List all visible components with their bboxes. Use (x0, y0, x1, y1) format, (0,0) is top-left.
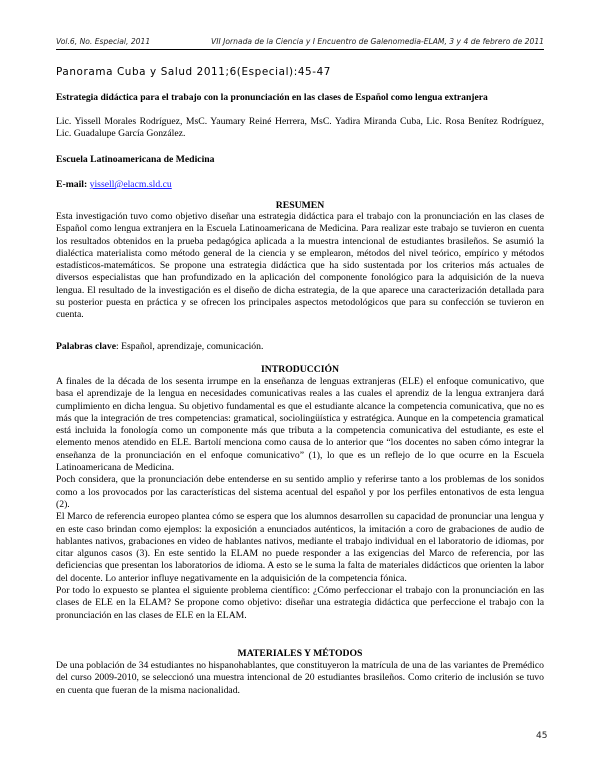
email-label: E-mail: (56, 179, 88, 190)
institution: Escuela Latinoamericana de Medicina (56, 154, 215, 165)
resumen-text: Esta investigación tuvo como objetivo diseñar una estrategia didáctica para el trabajo con la pronunciación en las clases de Español como lengua extranjera en la Escuela Latinoamericana de Medicina. Para realizar este trabajo se tuvieron en cuenta los resultados obtenidos en la prueba pedagógica aplicada a la muestra intencional de estudiantes brasileños. Se asumió la dialéctica materialista como método general de la ciencia y se emplearon, métodos del nivel teórico, empírico y métodos estadísticos-matemáticos. Se propone una estrategia didáctica que ha sido sustentada por los criterios más actuales de diversos especialistas que han profundizado en la aplicación del componente fonológico para la adquisición de la nueva lengua. El resultado de la investigación es el diseño de dicha estrategia, de la que aparece una caracterización detallada para su posterior puesta en práctica y se ofrecen los principales aspectos metodológicos que para su confección se tuvieron en cuenta. (56, 211, 544, 321)
keywords-line (56, 341, 544, 353)
article-title: Estrategia didáctica para el trabajo con la pronunciación en las clases de Español como lengua extranjera (56, 92, 488, 103)
introduccion-body (56, 376, 544, 622)
intro-paragraph: El Marco de referencia europeo plantea cómo se espera que los alumnos desarrollen su capacidad de pronunciar una lengua y en este caso brindan como ejemplos: la exposición a enunciados auténticos, la imitación a coro de grabaciones de audio de hablantes nativos, grabaciones en video de hablantes nativos, mediante el trabajo individual en el laboratorio de idiomas, por citar algunos casos (3). En este sentido la ELAM no puede responder a las exigencias del Marco de referencia, por las deficiencias que presentan los laboratorios de idioma. A esto se le suma la falta de materiales didácticos que orienten la labor del docente. Lo anterior influye negativamente en la adquisición de la competencia fónica. (56, 511, 544, 584)
introduccion-heading: INTRODUCCIÓN (260, 364, 340, 375)
header-volume: Vol.6, No. Especial, 2011 (56, 37, 151, 46)
header-rule (56, 49, 544, 50)
header-event: VII Jornada de la Ciencia y I Encuentro de Galenomedia-ELAM, 3 y 4 de febrero de 2011 (211, 37, 544, 46)
email-link[interactable]: yissell@elacm.sld.cu (89, 179, 172, 190)
resumen-heading: RESUMEN (275, 200, 325, 211)
page-number: 45 (536, 731, 548, 741)
journal-reference: Panorama Cuba y Salud 2011;6(Especial):45-47 (56, 66, 332, 78)
running-header (56, 37, 544, 46)
email-line (56, 179, 544, 191)
metodos-text: De una población de 34 estudiantes no hispanohablantes, que constituyeron la matrícula de una de las variantes de Premédico del curso 2009-2010, se seleccionó una muestra intencional de 20 estudiantes brasileños. Como criterio de inclusión se tuvo en cuenta que fueran de la misma nacionalidad. (56, 660, 544, 696)
keywords-label: Palabras clave (56, 341, 116, 352)
author-list: Lic. Yissell Morales Rodríguez, MsC. Yaumary Reiné Herrera, MsC. Yadira Miranda Cuba, Lic. Rosa Benítez Rodríguez, Lic. Guadalupe García González. (56, 116, 544, 140)
intro-paragraph: Poch considera, que la pronunciación debe entenderse en su sentido amplio y referirse tanto a los problemas de los sonidos como a los provocados por las características del sistema acentual del español y por los perfiles entonativos de esta lengua (2). (56, 474, 544, 510)
intro-paragraph: A finales de la década de los sesenta irrumpe en la enseñanza de lenguas extranjeras (ELE) el enfoque comunicativo, que basa el aprendizaje de la lengua en necesidades comunicativas reales a las cuales el aprendiz de la lengua extranjera dará cumplimiento en dicha lengua. Su objetivo fundamental es que el estudiante alcance la competencia comunicativa, que no es más que la integración de tres competencias: gramatical, sociolingüística y estratégica. Aunque en la competencia gramatical está incluida la fonología como un componente más que tributa a la competencia comunicativa del estudiante, es este el elemento menos atendido en ELE. Bartolí menciona como causa de lo anterior que “los docentes no saben cómo integrar la enseñanza de la pronunciación en el enfoque comunicativo” (1), lo que es un reflejo de lo que ocurre en la Escuela Latinoamericana de Medicina. (56, 376, 544, 474)
intro-paragraph: Por todo lo expuesto se plantea el siguiente problema científico: ¿Cómo perfeccionar el trabajo con la pronunciación en las clases de ELE en la ELAM? Se propone como objetivo: diseñar una estrategia didáctica que perfeccione el trabajo con la pronunciación en las clases de ELE en la ELAM. (56, 585, 544, 621)
keywords-text: : Español, aprendizaje, comunicación. (116, 341, 264, 352)
metodos-heading: MATERIALES Y MÉTODOS (237, 648, 363, 659)
